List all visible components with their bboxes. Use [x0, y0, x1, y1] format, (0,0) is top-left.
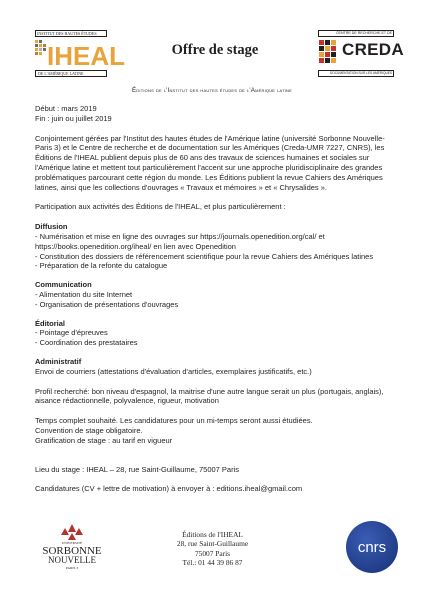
cnrs-logo: [345, 520, 399, 574]
terms-line: Gratification de stage : au tarif en vigueur: [35, 435, 173, 445]
creda-logo: [318, 30, 404, 78]
terms-line: Temps complet souhaité. Les candidatures pour un mi-temps seront aussi étudiées.: [35, 416, 313, 426]
iheal-logo-mark: [35, 38, 125, 71]
sorbonne-nouvelle-logo: [35, 522, 109, 570]
profile-paragraph: Profil recherché: bon niveau d'espagnol, la maitrise d'une autre langue serait un plus (portugais, anglais), aisance rédactionnelle, polyvalence, rigueur, motivation: [35, 386, 384, 406]
administratif-item: Envoi de courriers (attestations d'évaluation d'articles, exemplaires justificatifs, etc.): [35, 366, 312, 376]
section-communication-title: Communication: [35, 280, 92, 290]
footer-address-line: Tél.: 01 44 39 86 87: [182, 558, 243, 568]
editorial-item: - Pointage d'épreuves: [35, 328, 108, 338]
sorbonne-line1: SORBONNE: [42, 545, 102, 557]
communication-item: - Alimentation du site Internet: [35, 289, 133, 299]
creda-logo-bottom-text: DOCUMENTATION SUR LES AMÉRIQUES: [318, 70, 394, 77]
subtitle: Éditions de l'Institut des hautes études de l'Amérique latine: [131, 87, 292, 94]
section-administratif-title: Administratif: [35, 356, 82, 366]
diffusion-item: - Préparation de la refonte du catalogue: [35, 261, 168, 271]
diffusion-item: - Numérisation et mise en ligne des ouvrages sur https://journals.openedition.org/cal/ et https://books.openedition.org/iheal/ en lien avec Openedition: [35, 231, 325, 251]
footer-address: [160, 530, 265, 568]
section-editorial-title: Éditorial: [35, 318, 66, 328]
main-content: [35, 104, 387, 494]
sorbonne-line3: PARIS 3: [65, 566, 79, 570]
communication-item: - Organisation de présentations d'ouvrages: [35, 299, 179, 309]
sorbonne-emblem: [61, 524, 83, 540]
editorial-item: - Coordination des prestataires: [35, 338, 138, 348]
diffusion-item: - Constitution des dossiers de référencement scientifique pour la revue Cahiers des Amériques latines: [35, 251, 374, 261]
end-date: Fin : juin ou juillet 2019: [35, 113, 112, 123]
sorbonne-line2: NOUVELLE: [48, 555, 96, 565]
start-date: Début : mars 2019: [35, 104, 97, 113]
location-line: Lieu du stage : IHEAL – 28, rue Saint-Guillaume, 75007 Paris: [35, 464, 240, 474]
section-diffusion-title: Diffusion: [35, 222, 68, 232]
creda-wordmark: CREDA: [342, 40, 404, 59]
iheal-logo-bottom-text: DE L'AMÉRIQUE LATINE: [35, 70, 107, 77]
iheal-logo-top-text: INSTITUT DES HAUTES ÉTUDES: [35, 30, 107, 37]
iheal-logo: [35, 30, 125, 78]
applications-line: Candidatures (CV + lettre de motivation) à envoyer à : editions.iheal@gmail.com: [35, 484, 303, 494]
cnrs-wordmark: cnrs: [357, 539, 387, 556]
participation-text: Participation aux activités des Éditions de l'IHEAL, et plus particulièrement :: [35, 202, 286, 212]
creda-logo-top-text: CENTRE DE RECHERCHE ET DE: [318, 30, 394, 37]
page-title: Offre de stage: [171, 42, 259, 58]
terms-line: Convention de stage obligatoire.: [35, 425, 143, 435]
intro-paragraph: Conjointement gérées par l'Institut des hautes études de l'Amérique latine (université Sorbonne Nouvelle-Paris 3) et le Centre de recherche et de documentation sur les Amériques (Creda-UMR 7227, CNRS), les Éditions de l'IHEAL publient depuis plus de 60 ans des travaux de sciences humaines et sociales sur l'Amérique latine et mettent tout particulièrement l'accent sur une approche pluridisciplinaire des grandes problématiques parcourant cette région du monde. Les Éditions publient la revue Cahiers des Amériques latines, ainsi que les collections d'ouvrages « Travaux et mémoires » et « Chrysalides ».: [35, 133, 385, 192]
footer-address-line: Éditions de l'IHEAL: [182, 530, 243, 539]
sorbonne-small-text: UNIVERSITÉ: [61, 541, 83, 545]
footer-address-line: 28, rue Saint-Guillaume: [176, 539, 249, 549]
footer-address-line: 75007 Paris: [194, 548, 231, 558]
iheal-wordmark: IHEAL: [47, 41, 125, 71]
